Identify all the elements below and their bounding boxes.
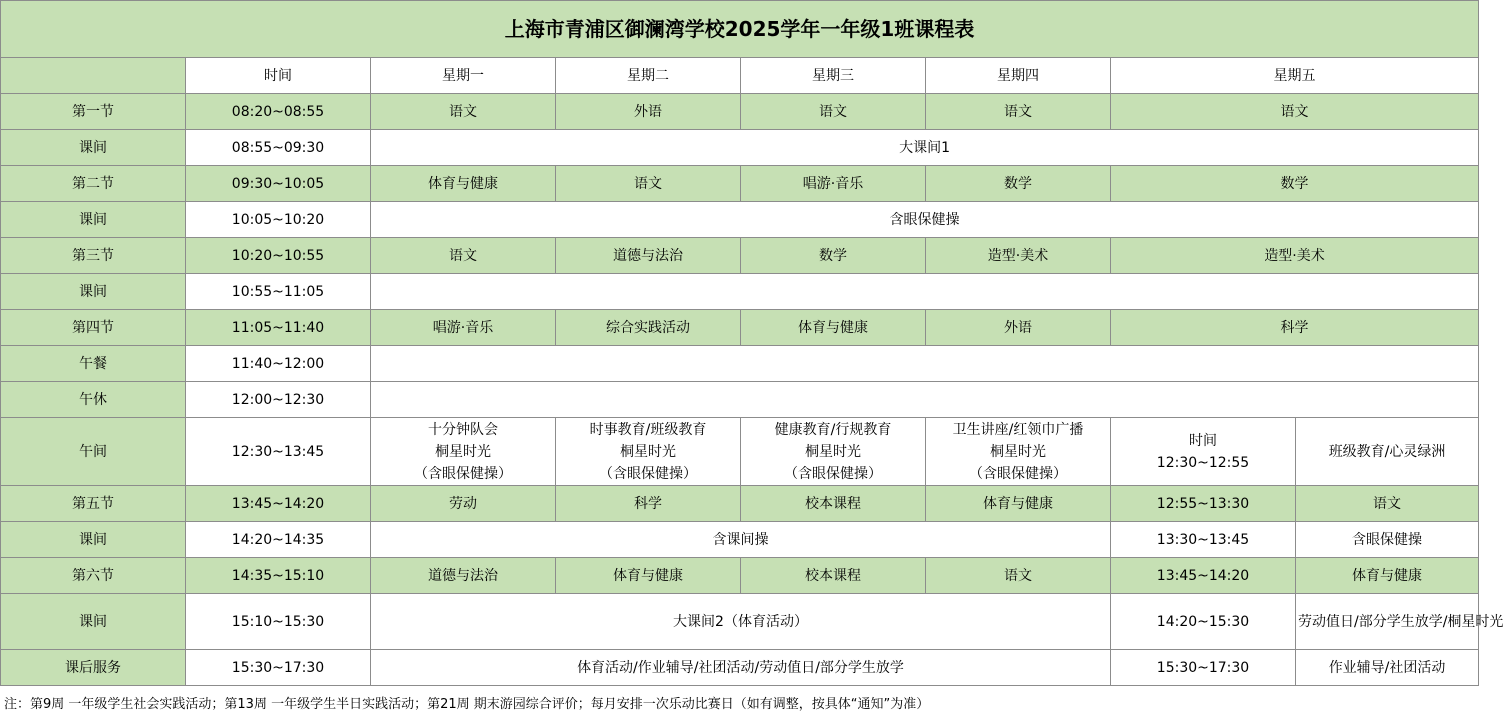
cell-fri-time: 12:55~13:30: [1111, 486, 1296, 522]
cell-fri: 数学: [1111, 166, 1479, 202]
period-time: 09:30~10:05: [186, 166, 371, 202]
header-wed: 星期三: [741, 58, 926, 94]
period-time: 14:20~14:35: [186, 522, 371, 558]
cell-fri: 班级教育/心灵绿洲: [1296, 418, 1479, 486]
cell-mon: 道德与法治: [371, 558, 556, 594]
period-label: 课间: [1, 130, 186, 166]
cell-tue: 外语: [556, 94, 741, 130]
cell-fri-time: 14:20~15:30: [1111, 594, 1296, 650]
period-time: 11:40~12:00: [186, 346, 371, 382]
cell-thu: 语文: [926, 558, 1111, 594]
cell-tue: 综合实践活动: [556, 310, 741, 346]
table-row: [1, 346, 1479, 382]
cell-fri: 语文: [1111, 94, 1479, 130]
table-row: [1, 94, 1479, 130]
cell-fri: 语文: [1296, 486, 1479, 522]
cell-wed: 唱游·音乐: [741, 166, 926, 202]
footnote: 注：第9周 一年级学生社会实践活动；第13周 一年级学生半日实践活动；第21周 期末游园综合评价；每月安排一次乐动比赛日（如有调整，按具体“通知”为准）: [4, 697, 930, 712]
cell-thu: [926, 418, 1111, 486]
cell-line: 卫生讲座/红领巾广播: [952, 421, 1084, 438]
cell-fri-time: 15:30~17:30: [1111, 650, 1296, 686]
cell-line: （含眼保健操）: [599, 465, 697, 482]
table-row: [1, 310, 1479, 346]
period-time: 14:35~15:10: [186, 558, 371, 594]
period-label: 午间: [1, 418, 186, 486]
cell-fri: 体育与健康: [1296, 558, 1479, 594]
cell-thu: 造型·美术: [926, 238, 1111, 274]
period-label: 第一节: [1, 94, 186, 130]
cell-mon: 语文: [371, 94, 556, 130]
period-time: 13:45~14:20: [186, 486, 371, 522]
cell-mon: 劳动: [371, 486, 556, 522]
table-row: [1, 274, 1479, 310]
cell-tue: 科学: [556, 486, 741, 522]
period-time: 08:20~08:55: [186, 94, 371, 130]
period-time: 10:20~10:55: [186, 238, 371, 274]
period-time: 15:10~15:30: [186, 594, 371, 650]
table-row: [1, 202, 1479, 238]
header-row: [1, 58, 1479, 94]
cell-fri-time: 13:45~14:20: [1111, 558, 1296, 594]
break-activity: 大课间1: [371, 130, 1479, 166]
period-label: 第二节: [1, 166, 186, 202]
break-activity: 含眼保健操: [371, 202, 1479, 238]
cell-fri-time: 13:30~13:45: [1111, 522, 1296, 558]
cell-tue: 语文: [556, 166, 741, 202]
cell-mon: 语文: [371, 238, 556, 274]
header-time: 时间: [186, 58, 371, 94]
cell-wed: 体育与健康: [741, 310, 926, 346]
table-row: [1, 486, 1479, 522]
period-time: 11:05~11:40: [186, 310, 371, 346]
table-row: [1, 594, 1479, 650]
break-activity: [371, 382, 1479, 418]
cell-line: 桐星时光: [805, 443, 861, 460]
cell-tue: 体育与健康: [556, 558, 741, 594]
cell-mon: 唱游·音乐: [371, 310, 556, 346]
period-time: 15:30~17:30: [186, 650, 371, 686]
period-time: 10:55~11:05: [186, 274, 371, 310]
table-row: [1, 382, 1479, 418]
cell-line: 桐星时光: [990, 443, 1046, 460]
cell-line: 时间: [1189, 432, 1217, 449]
cell-wed: 数学: [741, 238, 926, 274]
period-label: 课间: [1, 202, 186, 238]
cell-wed: 语文: [741, 94, 926, 130]
header-mon: 星期一: [371, 58, 556, 94]
table-row: [1, 650, 1479, 686]
header-fri: 星期五: [1111, 58, 1479, 94]
table-row: [1, 238, 1479, 274]
period-label: 第五节: [1, 486, 186, 522]
period-label: 课间: [1, 594, 186, 650]
cell-line: （含眼保健操）: [414, 465, 512, 482]
cell-thu: 数学: [926, 166, 1111, 202]
after-school-activity: 体育活动/作业辅导/社团活动/劳动值日/部分学生放学: [371, 650, 1111, 686]
period-label: 第三节: [1, 238, 186, 274]
cell-fri: 劳动值日/部分学生放学/桐星时光: [1296, 594, 1479, 650]
table-row: [1, 522, 1479, 558]
cell-wed: 校本课程: [741, 486, 926, 522]
cell-fri: 造型·美术: [1111, 238, 1479, 274]
period-label: 课间: [1, 522, 186, 558]
cell-line: （含眼保健操）: [969, 465, 1067, 482]
table-row: [1, 418, 1479, 486]
break-activity: [371, 274, 1479, 310]
cell-line: 12:30~12:55: [1156, 454, 1250, 471]
period-label: 课后服务: [1, 650, 186, 686]
cell-thu: 体育与健康: [926, 486, 1111, 522]
cell-fri: 含眼保健操: [1296, 522, 1479, 558]
cell-line: 桐星时光: [620, 443, 676, 460]
period-label: 课间: [1, 274, 186, 310]
period-time: 08:55~09:30: [186, 130, 371, 166]
cell-line: 桐星时光: [435, 443, 491, 460]
period-label: 午休: [1, 382, 186, 418]
break-activity: [371, 346, 1479, 382]
cell-line: 健康教育/行规教育: [774, 421, 892, 438]
period-label: 午餐: [1, 346, 186, 382]
cell-tue: [556, 418, 741, 486]
cell-wed: [741, 418, 926, 486]
cell-line: （含眼保健操）: [784, 465, 882, 482]
break-activity: 大课间2（体育活动）: [371, 594, 1111, 650]
cell-thu: 外语: [926, 310, 1111, 346]
table-row: [1, 130, 1479, 166]
period-time: 10:05~10:20: [186, 202, 371, 238]
cell-line: 十分钟队会: [428, 421, 498, 438]
cell-line: 时事教育/班级教育: [589, 421, 707, 438]
cell-fri: 作业辅导/社团活动: [1296, 650, 1479, 686]
cell-thu: 语文: [926, 94, 1111, 130]
cell-wed: 校本课程: [741, 558, 926, 594]
break-activity: 含课间操: [371, 522, 1111, 558]
page-title: 上海市青浦区御澜湾学校2025学年一年级1班课程表: [1, 1, 1479, 58]
header-blank: [1, 58, 186, 94]
cell-tue: 道德与法治: [556, 238, 741, 274]
table-row: [1, 558, 1479, 594]
cell-mon: 体育与健康: [371, 166, 556, 202]
period-time: 12:30~13:45: [186, 418, 371, 486]
period-time: 12:00~12:30: [186, 382, 371, 418]
period-label: 第六节: [1, 558, 186, 594]
header-tue: 星期二: [556, 58, 741, 94]
table-row: [1, 166, 1479, 202]
cell-mon: [371, 418, 556, 486]
cell-fri-time: [1111, 418, 1296, 486]
period-label: 第四节: [1, 310, 186, 346]
cell-fri: 科学: [1111, 310, 1479, 346]
header-thu: 星期四: [926, 58, 1111, 94]
